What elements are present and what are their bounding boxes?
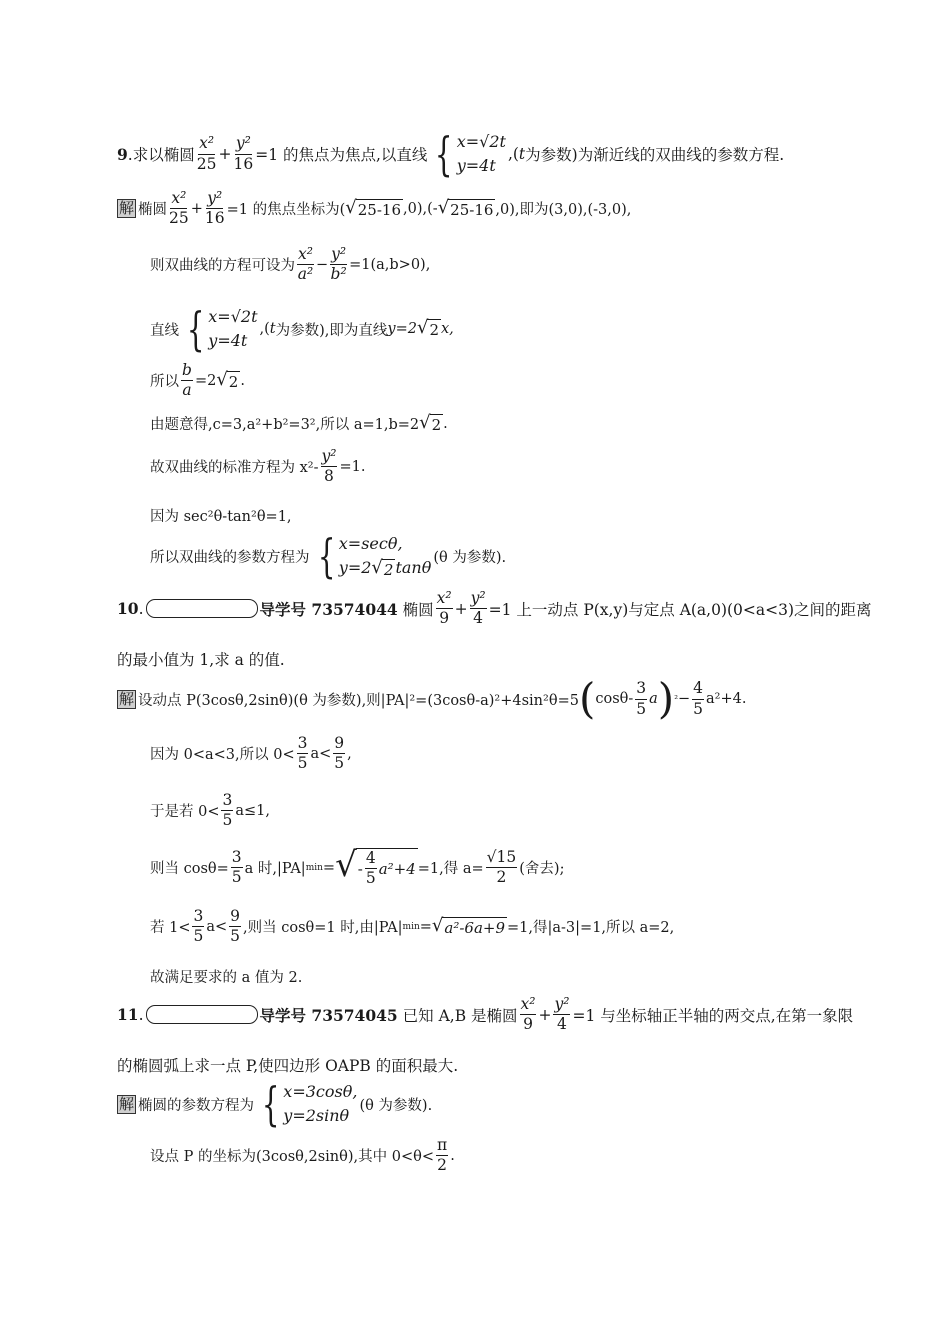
solution-10-line-2: 因为 0<a<3,所以 0< $\frac{3}{5}$ a< $\frac{9}{5}$ , bbox=[150, 734, 352, 773]
solution-9-line-2: 则双曲线的方程可设为 $\frac{\text{x²}}{\text{a²}}$ − $\frac{\text{y²}}{\text{b²}}$ =1(a,b>0), bbox=[150, 245, 431, 284]
fraction: $\frac{\text{x²}}{9}$ bbox=[520, 995, 536, 1034]
fraction: $\frac{\text{y²}}{4}$ bbox=[554, 995, 570, 1034]
solution-11-line-2: 设点 P 的坐标为(3cosθ,2sinθ),其中 0<θ< $\frac{\pi}{2}$ . bbox=[150, 1136, 455, 1175]
square-root: √ 25-16 bbox=[345, 196, 402, 219]
square-root: √ a²-6a+9 bbox=[431, 914, 506, 937]
fraction: $\frac{3}{5}$ bbox=[636, 679, 647, 718]
solution-tag: 解 bbox=[119, 199, 135, 218]
solution-tag: 解 bbox=[119, 689, 135, 708]
solution-10-line-6: 故满足要求的 a 值为 2. bbox=[150, 970, 303, 986]
fraction: $\frac{\text{y²}}{16}$ bbox=[204, 189, 225, 228]
fraction: $\frac{\text{x²}}{\text{a²}}$ bbox=[297, 245, 314, 284]
fraction: $\frac{\text{x²}}{9}$ bbox=[436, 589, 452, 628]
solution-9-line-4: 所以 $\frac{b}{a}$ =2 √ 2 . bbox=[150, 361, 245, 400]
fraction: $\frac{\text{x²}}{25}$ bbox=[169, 189, 189, 228]
question-9: 9 .求以椭圆 $\frac{\text{x²}}{25}$ + $\frac{\text{y²}}{16}$ =1 的焦点为焦点,以直线 { x=√2t y=4t ,( t 为参数)为渐近线的双曲线的参数方程. bbox=[117, 127, 785, 181]
fraction: $\frac{9}{5}$ bbox=[230, 907, 241, 946]
square-root: √ 25-16 bbox=[437, 196, 494, 219]
solution-9-line-7: 因为 sec²θ-tan²θ=1, bbox=[150, 509, 292, 525]
question-number: 10 bbox=[117, 599, 139, 619]
fraction: $\frac{\text{y²}}{4}$ bbox=[470, 589, 486, 628]
solution-9-line-5: 由题意得,c=3,a²+b²=3²,所以 a=1,b=2 √ 2 . bbox=[150, 411, 448, 434]
solution-9-line-8: 所以双曲线的参数方程为 { x=secθ, y=2 √ 2 tanθ (θ 为参数). bbox=[150, 529, 507, 583]
solution-9-line-3: 直线 { x=√2t y=4t ,( t 为参数),即为直线 y=2 √ 2 x, bbox=[150, 302, 454, 356]
question-number: 11 bbox=[117, 1005, 139, 1025]
fraction: $\frac{\text{y²}}{8}$ bbox=[321, 447, 337, 486]
square-root: √ 2 bbox=[216, 368, 239, 391]
question-11-cont: 的椭圆弧上求一点 P,使四边形 OAPB 的面积最大. bbox=[117, 1057, 459, 1075]
solution-tag: 解 bbox=[119, 1094, 135, 1113]
solution-11-line-1: 解 椭圆的参数方程为 { x=3cosθ, y=2sinθ (θ 为参数). bbox=[119, 1077, 433, 1131]
question-number: 9 bbox=[117, 144, 128, 164]
question-11: 11 . 导学号 73574045 已知 A,B 是椭圆 $\frac{\text{x²}}{9}$ + $\frac{\text{y²}}{4}$ =1 与坐标轴正半轴的两交点,在第一象限 bbox=[117, 995, 854, 1034]
fraction: $\frac{4}{5}$ bbox=[693, 679, 704, 718]
fraction: $\frac{\pi}{2}$ bbox=[437, 1136, 448, 1175]
square-root: √ 2 bbox=[419, 411, 442, 434]
fraction: $\frac{\text{y²}}{16}$ bbox=[233, 134, 254, 173]
equation-system: { x=√2t y=4t bbox=[186, 302, 258, 356]
fraction: $\frac{b}{a}$ bbox=[182, 361, 192, 400]
equation-system: { x=3cosθ, y=2sinθ bbox=[261, 1077, 358, 1131]
fraction: $\frac{3}{5}$ bbox=[231, 848, 242, 887]
fraction: $\frac{3}{5}$ bbox=[222, 791, 233, 830]
guide-number: 导学号 73574044 bbox=[259, 599, 398, 619]
solution-10-line-1: 解 设动点 P(3cosθ,2sinθ)(θ 为参数),则|PA|²=(3cosθ-a)²+4sin²θ=5 ( cosθ- $\frac{3}{5}$ a ) ² − $\frac{4}{5}$ a²+4. bbox=[119, 674, 747, 723]
solution-10-line-4: 则当 cosθ= $\frac{3}{5}$ a 时,|PA| min = √ - $\frac{4}{5}$ a²+4 =1,得 a= $\frac{√15}{2}$ (舍去); bbox=[150, 845, 565, 888]
question-10-cont: 的最小值为 1,求 a 的值. bbox=[117, 651, 285, 669]
solution-10-line-3: 于是若 0< $\frac{3}{5}$ a≤1, bbox=[150, 791, 270, 830]
fraction: $\frac{3}{5}$ bbox=[193, 907, 204, 946]
equation-system: { x=secθ, y=2 √ 2 tanθ bbox=[317, 529, 432, 583]
fraction: $\frac{\text{x²}}{25}$ bbox=[196, 134, 217, 173]
fraction: $\frac{√15}{2}$ bbox=[486, 848, 517, 887]
equation-system: { x=√2t y=4t bbox=[435, 127, 506, 181]
question-badge bbox=[146, 1005, 258, 1024]
question-badge bbox=[146, 599, 258, 618]
solution-9-line-6: 故双曲线的标准方程为 x²- $\frac{\text{y²}}{8}$ =1. bbox=[150, 447, 366, 486]
fraction: $\frac{\text{y²}}{\text{b²}}$ bbox=[330, 245, 347, 284]
solution-9-line-1: 解 椭圆 $\frac{\text{x²}}{25}$ + $\frac{\text{y²}}{16}$ =1 的焦点坐标为( √ 25-16 ,0),(- √ 25-16 ,0),即为(3,0),(-3,0), bbox=[119, 189, 632, 228]
square-root: √ - $\frac{4}{5}$ a²+4 bbox=[335, 845, 416, 888]
fraction: $\frac{9}{5}$ bbox=[334, 734, 345, 773]
question-10: 10 . 导学号 73574044 椭圆 $\frac{\text{x²}}{9}$ + $\frac{\text{y²}}{4}$ =1 上一动点 P(x,y)与定点 A(a,0)(0<a<3)之间的距离 bbox=[117, 589, 872, 628]
guide-number: 导学号 73574045 bbox=[259, 1005, 398, 1025]
square-root: √ 2 bbox=[416, 317, 439, 339]
fraction: $\frac{3}{5}$ bbox=[297, 734, 308, 773]
solution-10-line-5: 若 1< $\frac{3}{5}$ a< $\frac{9}{5}$ ,则当 cosθ=1 时,由|PA| min = √ a²-6a+9 =1,得|a-3|=1,所以 a=2, bbox=[150, 907, 675, 946]
